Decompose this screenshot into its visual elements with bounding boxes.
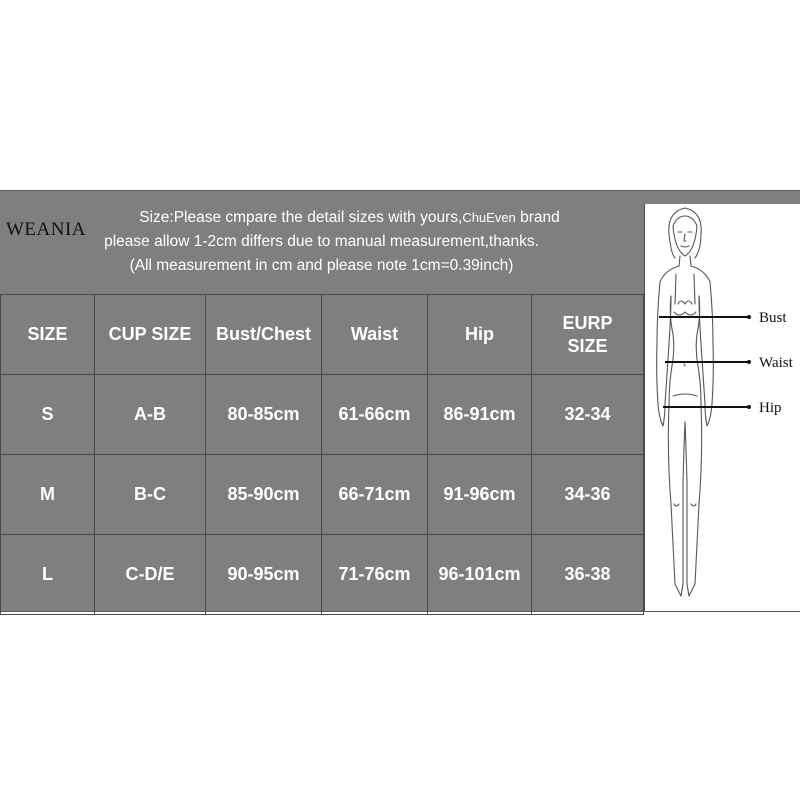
cell-cup: C-D/E <box>95 535 206 615</box>
note-line-2: please allow 1-2cm differs due to manual measurement,thanks. <box>104 233 539 250</box>
cell-waist: 61-66cm <box>322 375 428 455</box>
note-line-3: (All measurement in cm and please note 1cm=0.39inch) <box>129 257 514 274</box>
header-size: SIZE <box>1 295 95 375</box>
cell-eurp: 36-38 <box>532 535 644 615</box>
cell-size: L <box>1 535 95 615</box>
note-brand: ChuEven <box>462 210 516 225</box>
cell-cup: A-B <box>95 375 206 455</box>
note-line-1-suffix: brand <box>515 209 560 226</box>
cell-eurp: 34-36 <box>532 455 644 535</box>
table-row <box>1 455 644 535</box>
cell-eurp: 32-34 <box>532 375 644 455</box>
table-header-row <box>1 295 644 375</box>
size-chart <box>0 190 800 612</box>
cell-bust: 80-85cm <box>206 375 322 455</box>
cell-waist: 71-76cm <box>322 535 428 615</box>
table-row <box>1 535 644 615</box>
header-eurp-size: EURP SIZE <box>532 295 644 375</box>
size-note <box>0 191 643 294</box>
cell-bust: 90-95cm <box>206 535 322 615</box>
header-waist: Waist <box>322 295 428 375</box>
watermark-logo: WEANIA <box>6 219 87 240</box>
cell-bust: 85-90cm <box>206 455 322 535</box>
cell-waist: 66-71cm <box>322 455 428 535</box>
size-table <box>0 294 644 615</box>
table-row <box>1 375 644 455</box>
cell-hip: 91-96cm <box>428 455 532 535</box>
cell-hip: 86-91cm <box>428 375 532 455</box>
body-outline-illustration <box>645 204 800 611</box>
cell-size: M <box>1 455 95 535</box>
label-waist: Waist <box>759 355 793 371</box>
note-line-1 <box>0 206 643 230</box>
cell-size: S <box>1 375 95 455</box>
header-bust: Bust/Chest <box>206 295 322 375</box>
header-hip: Hip <box>428 295 532 375</box>
cell-hip: 96-101cm <box>428 535 532 615</box>
label-hip: Hip <box>759 400 782 416</box>
label-bust: Bust <box>759 310 787 326</box>
measurement-figure <box>644 204 800 611</box>
cell-cup: B-C <box>95 455 206 535</box>
note-line-1-text: Size:Please cmpare the detail sizes with yours, <box>139 209 463 226</box>
header-cup-size: CUP SIZE <box>95 295 206 375</box>
